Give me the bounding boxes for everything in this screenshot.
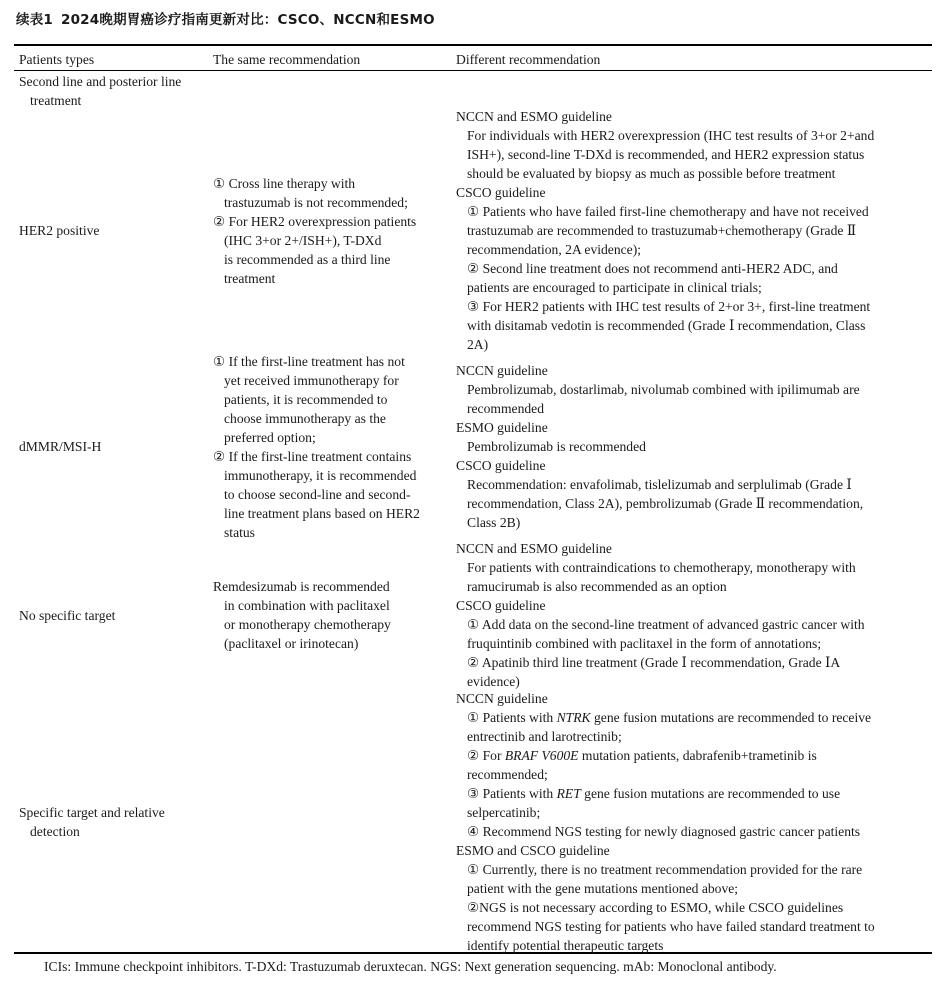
row-her2-same: ① Cross line therapy with trastuzumab is not recommended; ② For HER2 overexpression patients (IHC 3+or 2+/ISH+), T-DXd is recommended as a third line treatment — [213, 176, 417, 286]
header-patients-types: Patients types — [19, 52, 95, 67]
header-different-recommendation: Different recommendation — [456, 52, 601, 67]
table-number: 续表1 — [16, 12, 53, 28]
guideline-heading: CSCO guideline — [456, 458, 546, 473]
top-rule — [14, 44, 932, 46]
gene-braf: BRAF V600E — [504, 748, 579, 763]
table-caption — [16, 8, 435, 28]
row-no-target-type: No specific target — [19, 608, 116, 623]
row-dmmr-diff: NCCN guideline Pembrolizumab, dostarlimab, nivolumab combined with ipilimumab are recommended ESMO guideline Pembrolizumab is recommended CSCO guideline Recommendation: envafolimab, tislelizumab and serplulimab (Grade Ⅰ recommendation, Class 2A), pembrolizumab (Grade Ⅱ recommendation, Class 2B) — [456, 361, 932, 532]
row-dmmr-type: dMMR/MSI-H — [19, 439, 102, 454]
row-dmmr-same: ① If the first-line treatment has not yet received immunotherapy for patients, it is recommended to choose immunotherapy as the preferred option; ② If the first-line treatment contains immunotherapy, it is recommended to choose second-line and second- line treatment plans based on HER2 status — [213, 354, 420, 540]
guideline-heading: CSCO guideline — [456, 185, 546, 200]
row-her2-diff: NCCN and ESMO guideline For individuals with HER2 overexpression (IHC test results of 3+or 2+and ISH+), second-line T-DXd is recommended, and HER2 expression status should be evaluated by biopsy as much as possible before treatment CSCO guideline ① Patients who have failed first-line chemotherapy and have not received trastuzumab are recommended to trastuzumab+chemotherapy (Grade Ⅱ recommendation, 2A evidence); ② Second line treatment does not recommend anti-HER2 ADC, and patients are encouraged to participate in clinical trials; ③ For HER2 patients with IHC test results of 2+or 3+, first-line treatment with disitamab vedotin is recommended (Grade Ⅰ recommendation, Class 2A) — [456, 107, 932, 354]
header-rule — [14, 70, 932, 71]
guideline-heading: NCCN and ESMO guideline — [456, 109, 612, 124]
row-no-target-same: Remdesizumab is recommended in combination with paclitaxel or monotherapy chemotherapy (paclitaxel or irinotecan) — [213, 579, 391, 651]
row-no-target-diff: NCCN and ESMO guideline For patients with contraindications to chemotherapy, monotherapy with ramucirumab is also recommended as an option CSCO guideline ① Add data on the second-line treatment of advanced gastric cancer with fruquintinib combined with paclitaxel in the form of annotations; ② Apatinib third line treatment (Grade Ⅰ recommendation, Grade ⅠA evidence) — [456, 539, 932, 691]
guideline-heading: CSCO guideline — [456, 598, 546, 613]
table-title: 2024晚期胃癌诊疗指南更新对比：CSCO、NCCN和ESMO — [61, 12, 435, 28]
guideline-heading: NCCN and ESMO guideline — [456, 541, 612, 556]
guideline-heading: ESMO guideline — [456, 420, 548, 435]
gene-ntrk: NTRK — [556, 710, 591, 725]
guideline-heading: ESMO and CSCO guideline — [456, 843, 610, 858]
row-specific-target-diff: NCCN guideline ① Patients with NTRK gene fusion mutations are recommended to receive entrectinib and larotrectinib; ② For BRAF V600E mutation patients, dabrafenib+trametinib is recommended; ③ Patients with RET gene fusion mutations are recommended to use selpercatinib; ④ Recommend NGS testing for newly diagnosed gastric cancer patients ESMO and CSCO guideline ① Currently, there is no treatment recommendation provided for the rare patient with the gene mutations mentioned above; ②NGS is not necessary according to ESMO, while CSCO guidelines recommend NGS testing for patients who have failed standard treatment to identify potential therapeutic targets — [456, 689, 932, 955]
gene-ret: RET — [556, 786, 581, 801]
row-specific-target-type: Specific target and relative detection — [19, 805, 165, 839]
row-second-line-type: Second line and posterior line treatment — [19, 74, 182, 108]
table-footnote: ICIs: Immune checkpoint inhibitors. T-DXd: Trastuzumab deruxtecan. NGS: Next generation sequencing. mAb: Monoclonal antibody. — [44, 959, 777, 974]
guideline-heading: NCCN guideline — [456, 363, 548, 378]
row-her2-type: HER2 positive — [19, 223, 100, 238]
header-same-recommendation: The same recommendation — [213, 52, 361, 67]
guideline-heading: NCCN guideline — [456, 691, 548, 706]
